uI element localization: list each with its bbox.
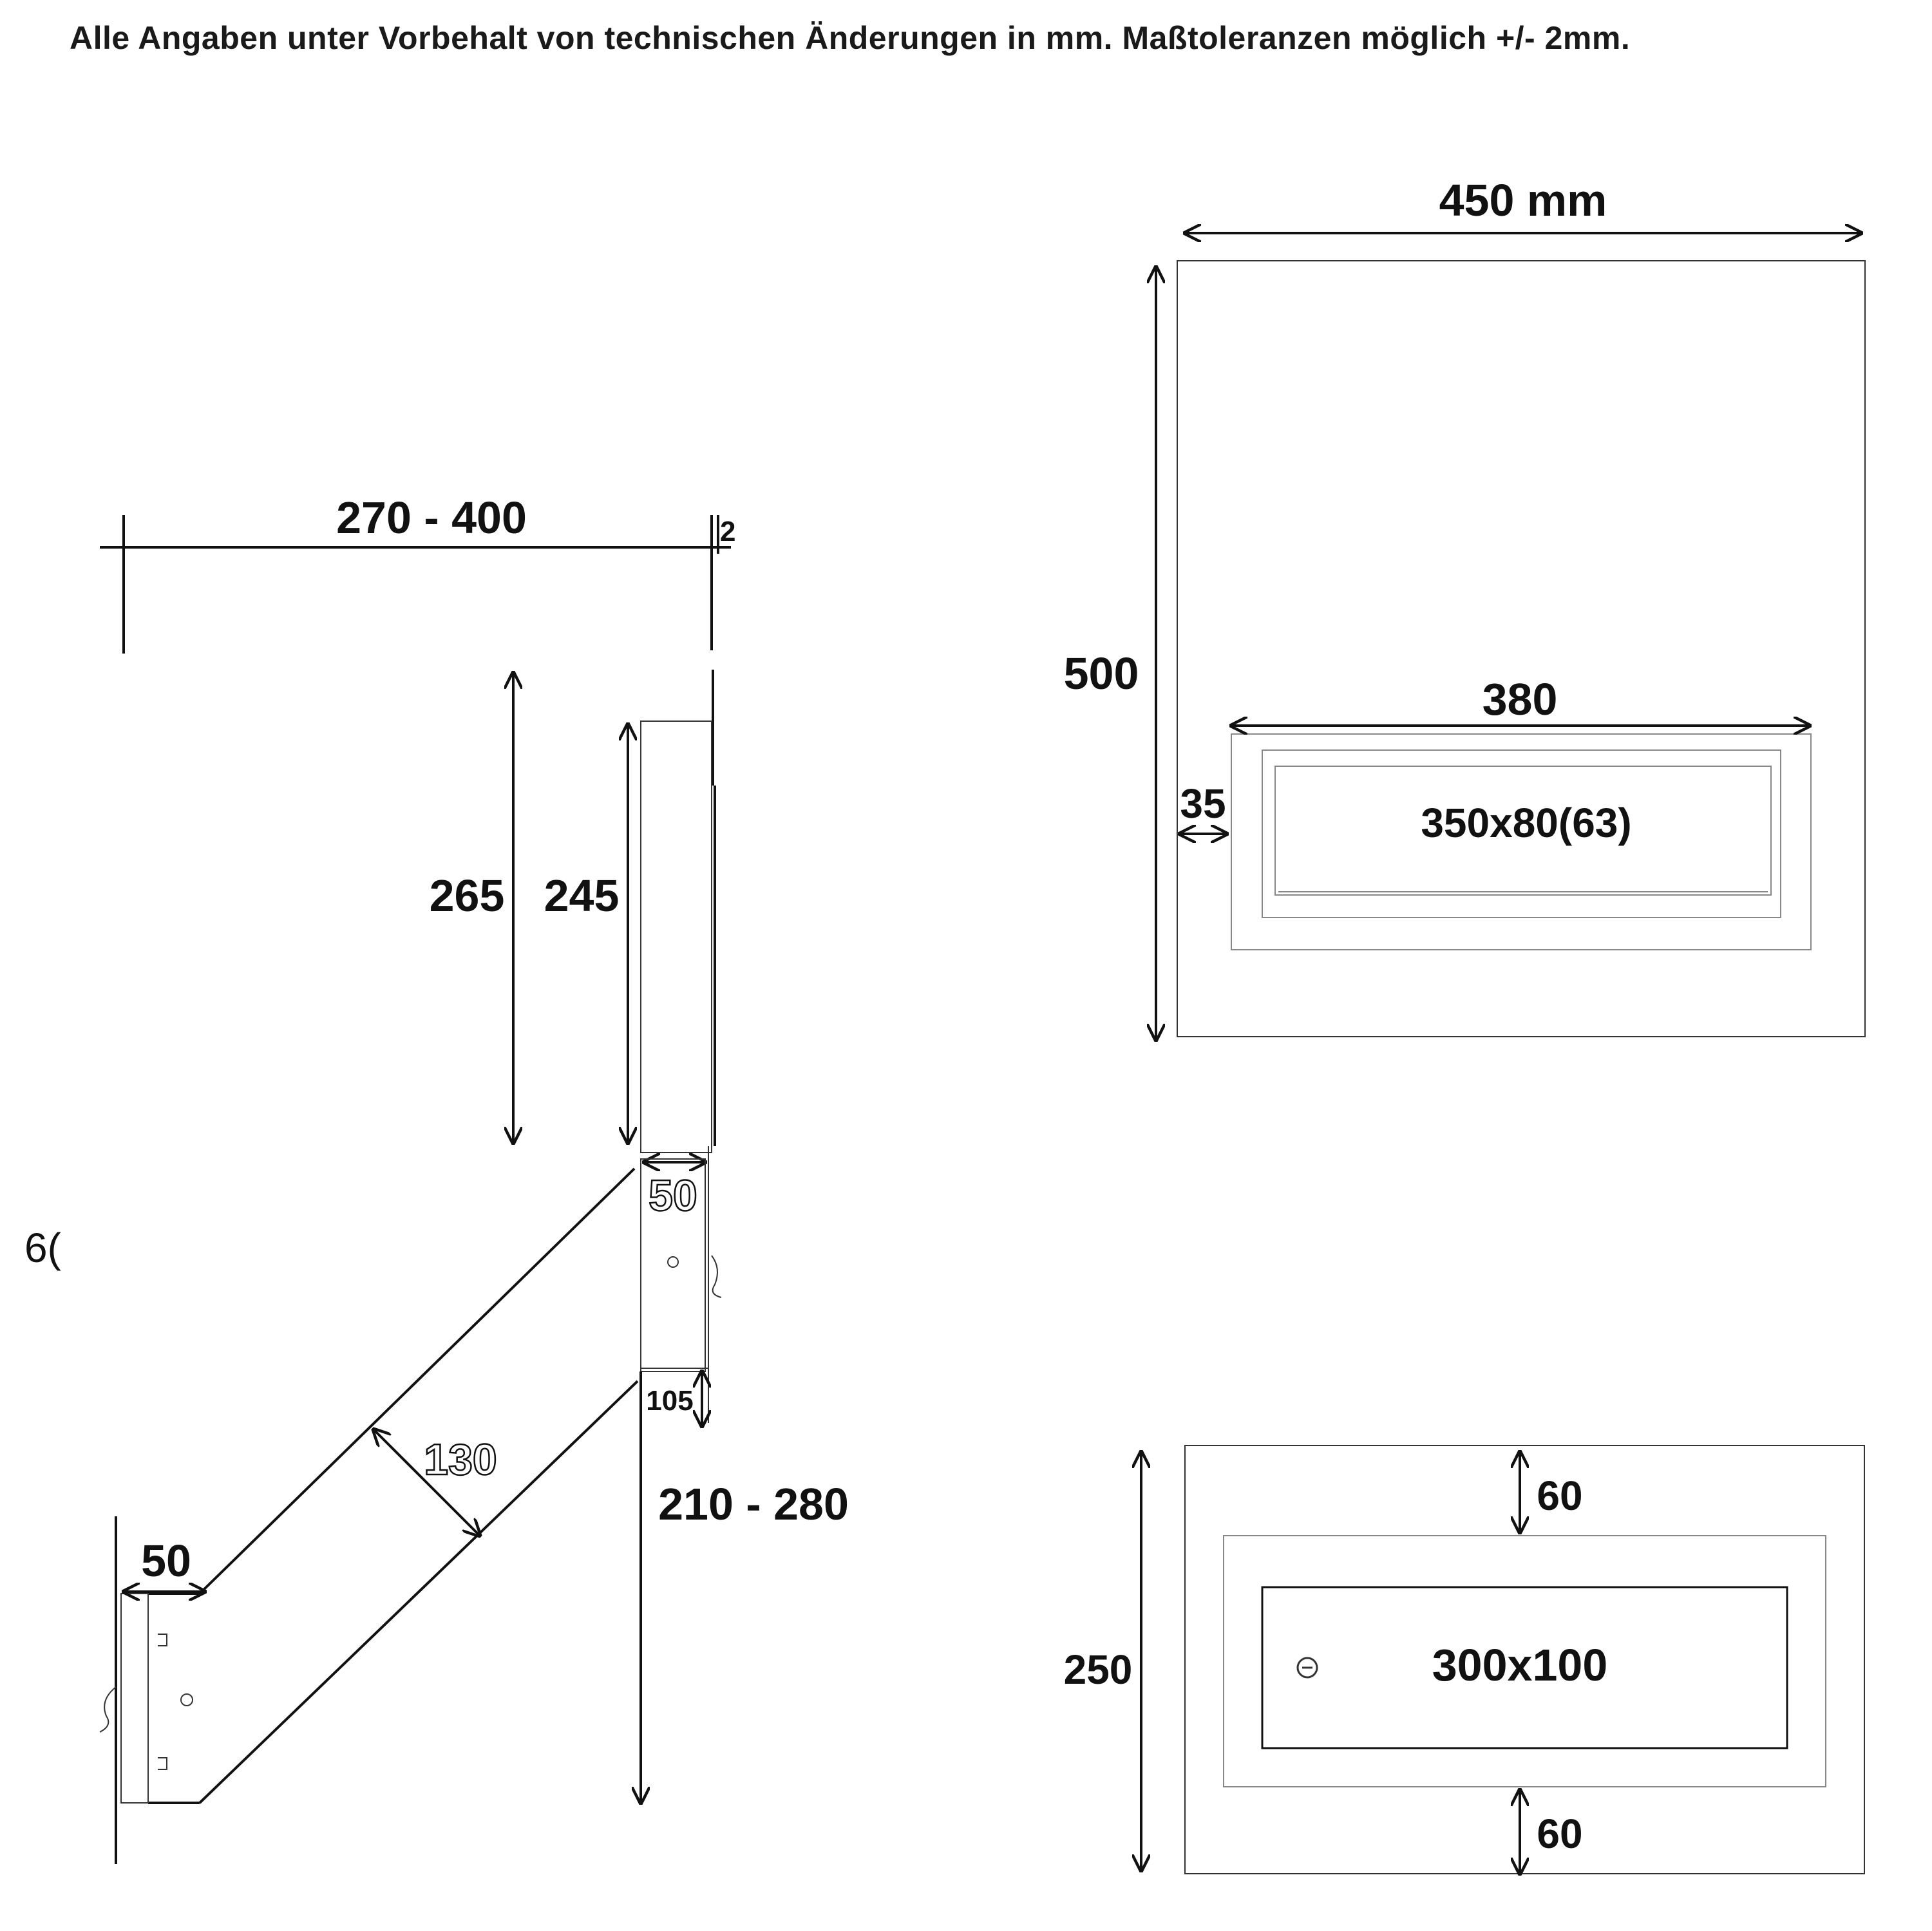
bottom-slot-upper bbox=[158, 1634, 167, 1646]
post-length-label: 210 - 280 bbox=[658, 1479, 849, 1529]
letterbox-front-panel bbox=[1177, 261, 1865, 1037]
bottom-bracket-hook bbox=[100, 1687, 116, 1732]
wall-bracket-hook bbox=[712, 1256, 721, 1297]
depth-range-label: 270 - 400 bbox=[336, 493, 527, 543]
strut-upper-edge bbox=[200, 1169, 634, 1594]
side-view bbox=[24, 493, 849, 1864]
front-view-newspaper bbox=[1064, 1446, 1864, 1874]
bottom-slot-lower bbox=[158, 1758, 167, 1769]
wall-gap-label: 2 bbox=[720, 516, 736, 547]
front-view-letterbox bbox=[1064, 175, 1865, 1040]
opening-size-label: 300x100 bbox=[1432, 1640, 1608, 1690]
newspaper-height-label: 250 bbox=[1063, 1646, 1133, 1693]
bottom-width-label: 50 bbox=[141, 1536, 191, 1586]
strut-lower-edge bbox=[200, 1381, 638, 1803]
post-section-label: 105 bbox=[646, 1385, 694, 1417]
strut-width-label: 130 bbox=[424, 1435, 497, 1484]
outer-height-label: 265 bbox=[429, 871, 505, 921]
slot-size-label: 350x80(63) bbox=[1421, 800, 1632, 846]
bottom-margin-label: 60 bbox=[1537, 1811, 1583, 1857]
bottom-plate bbox=[121, 1594, 148, 1803]
side-margin-label: 35 bbox=[1180, 780, 1226, 827]
top-width-label: 50 bbox=[649, 1171, 697, 1220]
inner-height-label: 245 bbox=[544, 871, 620, 921]
lock-icon bbox=[1298, 1658, 1317, 1677]
letterbox-body-side bbox=[641, 721, 712, 1153]
top-margin-label: 60 bbox=[1537, 1473, 1583, 1519]
disclaimer-text: Alle Angaben unter Vorbehalt von technischen Änderungen in mm. Maßtoleranzen möglich +/- 2mm. bbox=[70, 20, 1631, 56]
post-bolt-hole bbox=[668, 1257, 678, 1267]
cropped-label: 6( bbox=[24, 1225, 61, 1271]
bottom-bolt-hole bbox=[181, 1694, 193, 1706]
width-label: 450 mm bbox=[1439, 175, 1607, 225]
plate-width-label: 380 bbox=[1482, 674, 1558, 724]
height-label: 500 bbox=[1063, 648, 1139, 699]
